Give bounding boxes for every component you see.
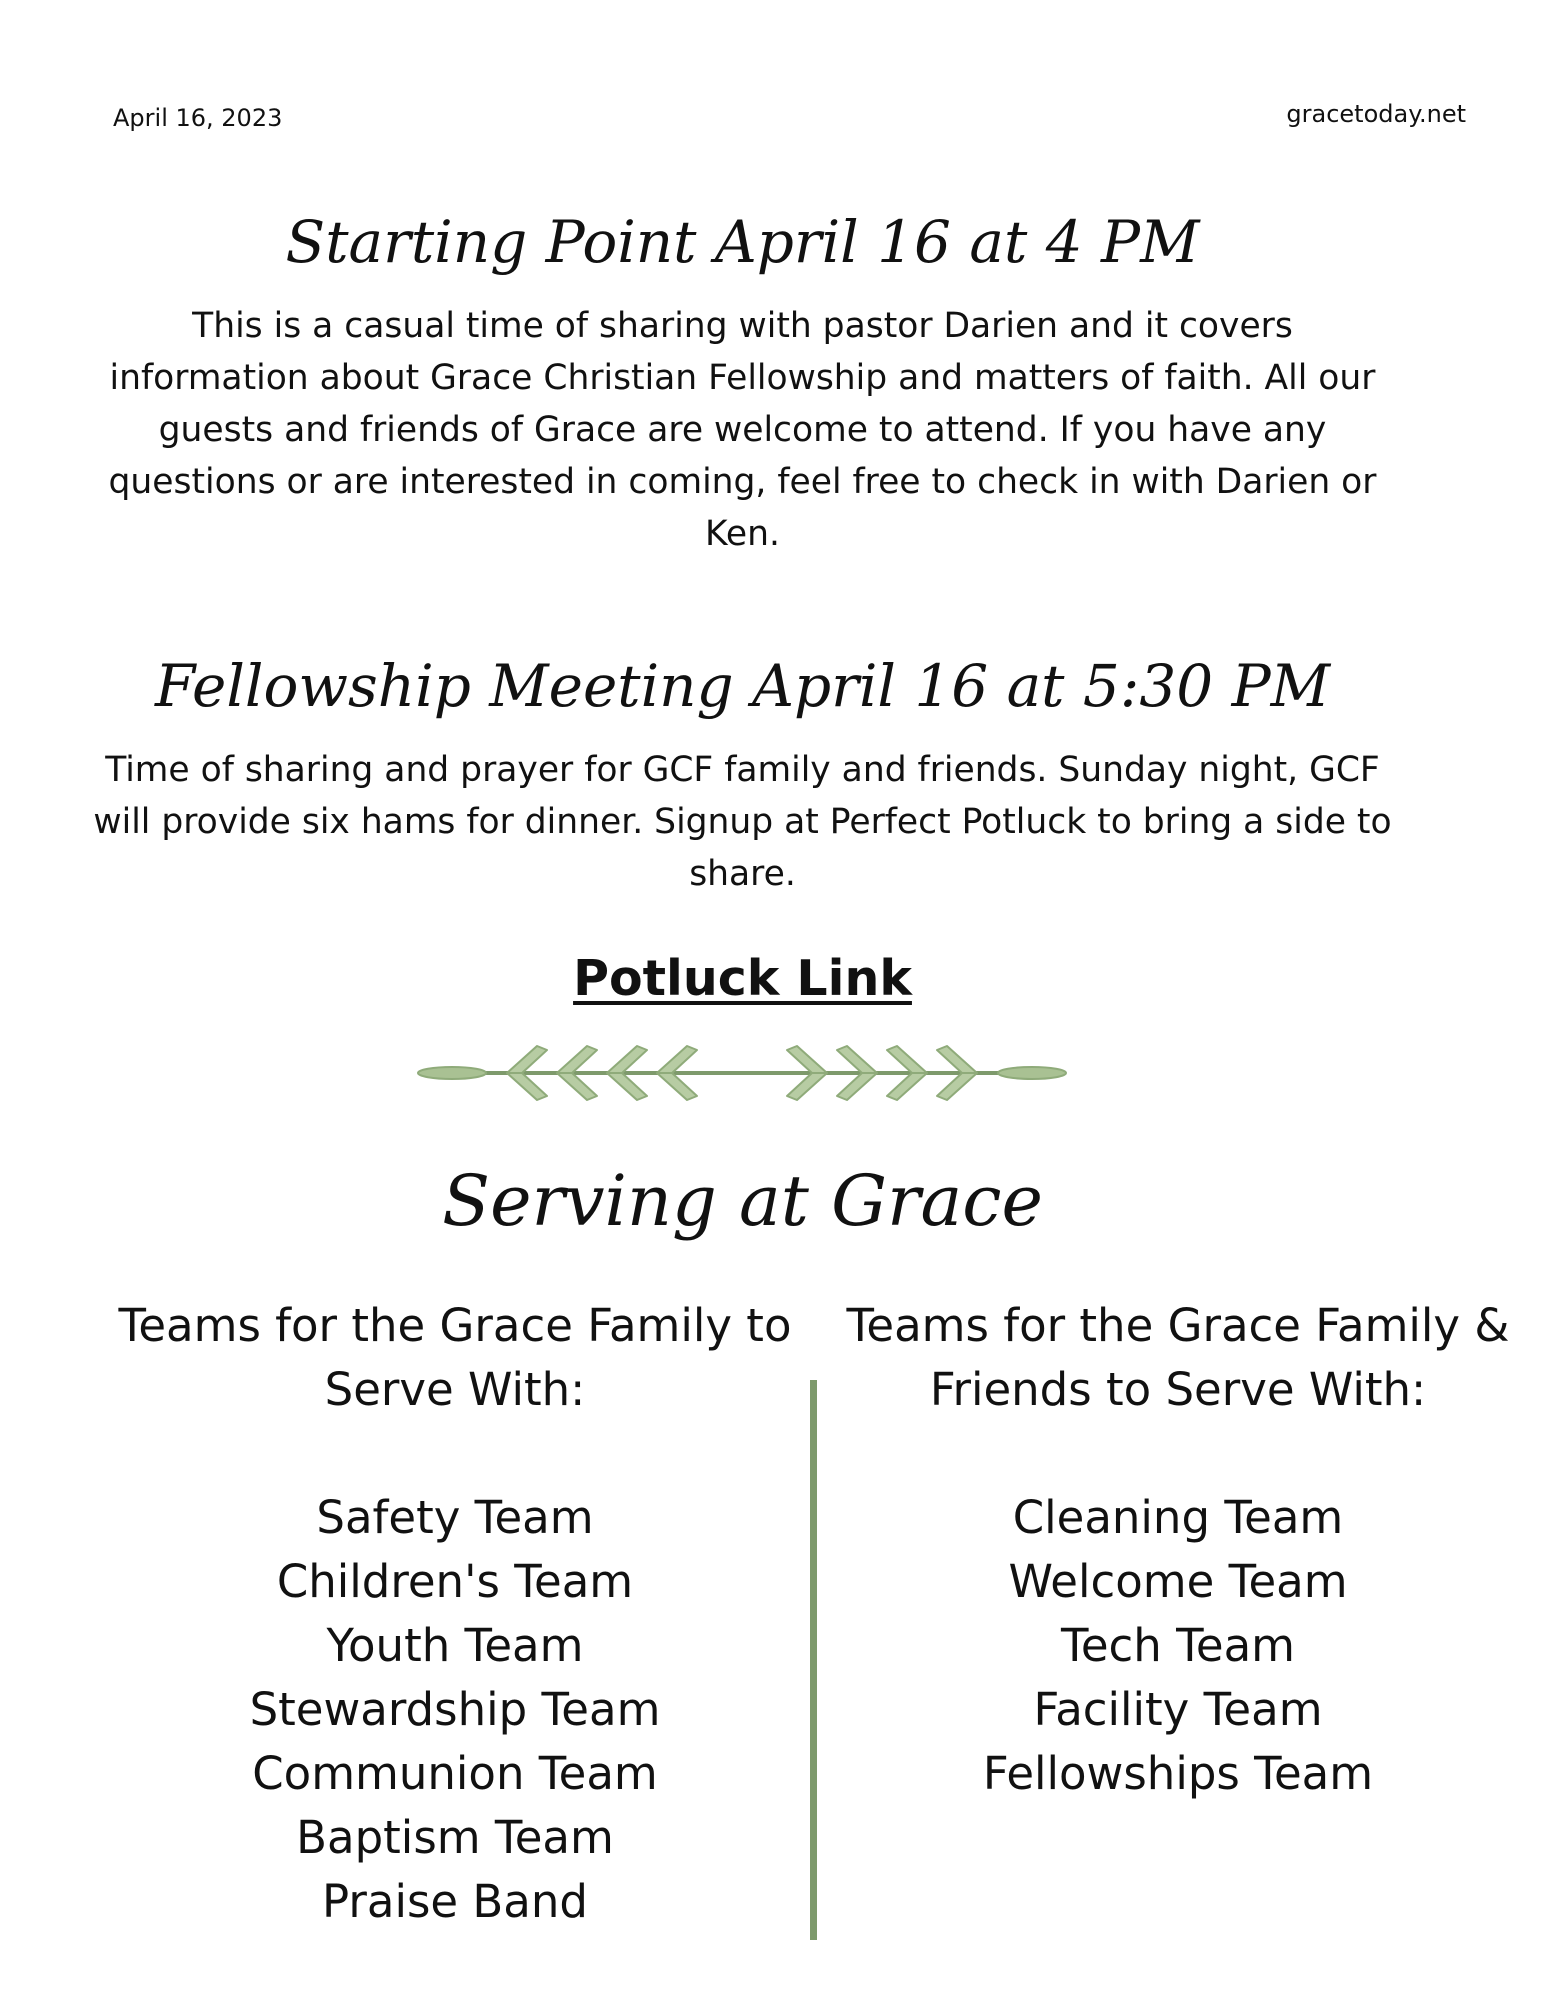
team-item: Baptism Team bbox=[296, 1811, 614, 1864]
family-teams-heading: Teams for the Grace Family to Serve With: bbox=[118, 1299, 792, 1416]
family-friends-teams-heading: Teams for the Grace Family & Friends to Serve With: bbox=[846, 1299, 1510, 1416]
potluck-link[interactable]: Potluck Link bbox=[573, 950, 912, 1007]
team-item: Stewardship Team bbox=[249, 1683, 661, 1736]
column-divider bbox=[810, 1380, 817, 1940]
fellowship-meeting-body: Time of sharing and prayer for GCF family and friends. Sunday night, GCF will provide six hams for dinner. Signup at Perfect Potluck to bring a side to share. bbox=[93, 750, 1392, 894]
leaf-branch-icon bbox=[412, 1028, 1072, 1118]
team-item: Cleaning Team bbox=[1012, 1491, 1344, 1544]
family-friends-teams-list bbox=[833, 1486, 1523, 1806]
team-item: Facility Team bbox=[1033, 1683, 1323, 1736]
team-item: Children's Team bbox=[276, 1555, 634, 1608]
team-item: Tech Team bbox=[1060, 1619, 1296, 1672]
team-item: Youth Team bbox=[326, 1619, 584, 1672]
family-teams-list bbox=[100, 1486, 810, 1934]
bulletin-date: April 16, 2023 bbox=[113, 104, 283, 132]
fellowship-meeting-title: Fellowship Meeting April 16 at 5:30 PM bbox=[154, 652, 1331, 720]
family-friends-teams-column bbox=[833, 1294, 1523, 1806]
starting-point-title: Starting Point April 16 at 4 PM bbox=[285, 208, 1200, 276]
serving-at-grace-title: Serving at Grace bbox=[442, 1160, 1043, 1242]
team-item: Communion Team bbox=[252, 1747, 658, 1800]
family-teams-column bbox=[100, 1294, 810, 1934]
team-item: Praise Band bbox=[322, 1875, 588, 1928]
website-url: gracetoday.net bbox=[1286, 100, 1466, 128]
starting-point-body: This is a casual time of sharing with pastor Darien and it covers information about Grace Christian Fellowship and matters of faith. All our guests and friends of Grace are welcome to attend. If you have any questions or are interested in coming, feel free to check in with Darien or Ken. bbox=[108, 306, 1377, 554]
team-item: Welcome Team bbox=[1008, 1555, 1348, 1608]
team-item: Safety Team bbox=[316, 1491, 594, 1544]
team-item: Fellowships Team bbox=[982, 1747, 1374, 1800]
